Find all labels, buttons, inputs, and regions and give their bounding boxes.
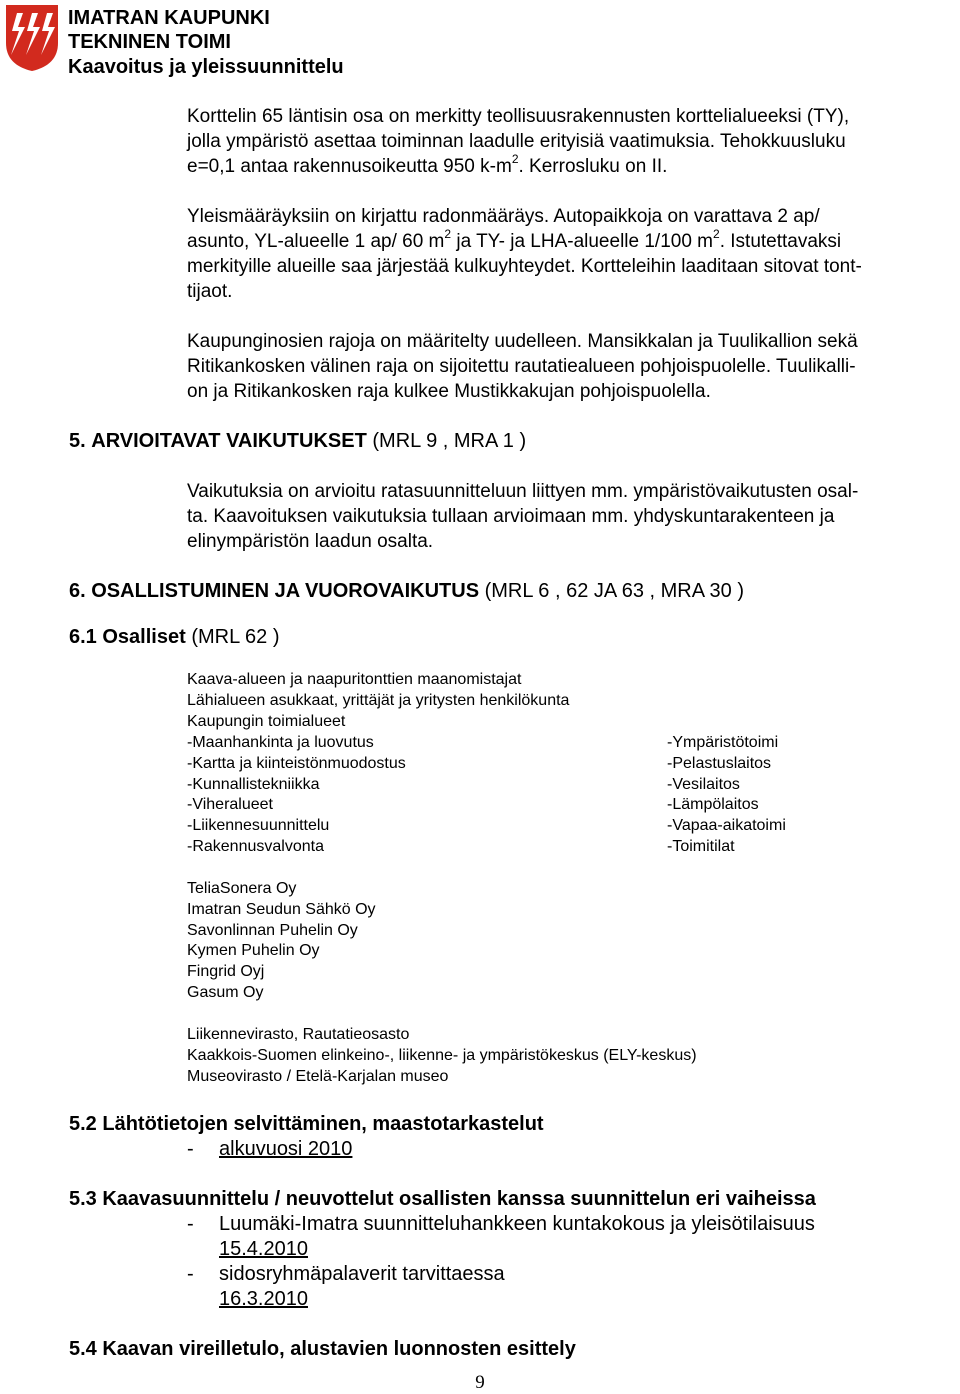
list-item: -Vapaa-aikatoimi [667, 817, 786, 835]
list-item: Kaakkois-Suomen elinkeino-, liikenne- ja ympäristökeskus (ELY-keskus) [187, 1046, 697, 1064]
list-item: Museovirasto / Etelä-Karjalan museo [187, 1067, 449, 1085]
list-item: Fingrid Oyj [187, 963, 265, 981]
bullet-dash: - [187, 1263, 194, 1285]
list-item: Kaava-alueen ja naapuritonttien maanomistajat [187, 671, 522, 688]
list-item: -Ympäristötoimi [667, 734, 779, 751]
bullet-dash: - [187, 1138, 194, 1160]
list-item: -Liikennesuunnittelu [187, 817, 330, 835]
list-item: -Kartta ja kiinteistönmuodostus [187, 754, 406, 772]
list-item: -Toimitilat [667, 837, 735, 855]
list-item: Gasum Oy [187, 983, 264, 1001]
list-item: -Lämpölaitos [667, 796, 759, 814]
section-5-4-heading: 5.4 Kaavan vireilletulo, alustavien luonnosten esittely [69, 1338, 576, 1360]
schedule-item: sidosryhmäpalaverit tarvittaessa [219, 1263, 505, 1285]
schedule-date: 16.3.2010 [219, 1288, 308, 1310]
schedule-date: 15.4.2010 [219, 1238, 308, 1260]
schedule-item: alkuvuosi 2010 [219, 1138, 353, 1160]
page-number: 9 [475, 1372, 485, 1393]
stakeholder-companies [187, 879, 376, 1004]
paragraph-yleismaaraykset: Yleismääräyksiin on kirjattu radonmääräys. Autopaikkoja on varattava 2 ap/ asunto, YL-alueelle 1 ap/ 60 $m^2$ ja TY- ja LHA-alueelle 1/100 $m^2$. Istutettavaksi merkityille alueille saa järjestää kulkuyhteydet. Kortteleihin laaditaan sitovat tont- tijaot. [187, 206, 862, 302]
section-6-1-heading: 6.1 Osalliset (MRL 62 ) [69, 626, 280, 648]
list-item: -Pelastuslaitos [667, 754, 772, 772]
paragraph-kaupunginosat: Kaupunginosien rajoja on määritelty uudelleen. Mansikkalan ja Tuulikallion sekä Ritikankosken välinen raja on sijoitettu rautatiealueen pohjoispuolelle. Tuulikalli- on ja Ritikankosken raja kulkee Mustikkakujan pohjoispuolella. [187, 331, 858, 402]
list-item: TeliaSonera Oy [187, 880, 297, 897]
section-5-heading: 5. ARVIOITAVAT VAIKUTUKSET (MRL 9 , MRA 1 ) [69, 430, 527, 452]
paragraph-korttelin: Korttelin 65 läntisin osa on merkitty teollisuusrakennusten korttelialueeksi (TY), jolla ympäristö asettaa toiminnan laadulle erityisiä vaatimuksia. Tehokkuusluku e=0,1 antaa rakennusoikeutta 950 $k-m^2$. Kerrosluku on II. [187, 106, 850, 177]
list-item: -Viheralueet [187, 796, 273, 814]
bullet-dash: - [187, 1213, 194, 1235]
list-item: -Maanhankinta ja luovutus [187, 734, 374, 751]
schedule-item: Luumäki-Imatra suunnitteluhankkeen kuntakokous ja yleisötilaisuus [219, 1213, 815, 1235]
list-item: Kymen Puhelin Oy [187, 942, 320, 960]
list-item: Kaupungin toimialueet [187, 712, 346, 730]
list-item: Lähialueen asukkaat, yrittäjät ja yritysten henkilökunta [187, 691, 570, 709]
section-5-3-heading: 5.3 Kaavasuunnittelu / neuvottelut osallisten kanssa suunnittelun eri vaiheissa [69, 1188, 816, 1210]
org-name: IMATRAN KAUPUNKI [68, 7, 270, 29]
list-item: -Vesilaitos [667, 775, 740, 793]
section-6-heading: 6. OSALLISTUMINEN JA VUOROVAIKUTUS (MRL 6 , 62 JA 63 , MRA 30 ) [69, 580, 744, 602]
list-item: -Rakennusvalvonta [187, 837, 324, 855]
imatra-coat-of-arms-icon [3, 3, 61, 73]
list-item: Liikennevirasto, Rautatieosasto [187, 1026, 410, 1043]
departments-right-column [667, 733, 786, 858]
stakeholder-group-1 [187, 670, 569, 732]
list-item: Imatran Seudun Sähkö Oy [187, 900, 376, 918]
departments-left-column [187, 733, 406, 858]
page-header [0, 0, 960, 90]
department-name: TEKNINEN TOIMI [68, 31, 231, 53]
list-item: Savonlinnan Puhelin Oy [187, 921, 358, 939]
list-item: -Kunnallistekniikka [187, 775, 320, 793]
section-5-2-heading: 5.2 Lähtötietojen selvittäminen, maastotarkastelut [69, 1113, 544, 1135]
stakeholder-authorities [187, 1025, 697, 1087]
section-5-text: Vaikutuksia on arvioitu ratasuunnitteluun liittyen mm. ympäristövaikutusten osal- ta. Kaavoituksen vaikutuksia tullaan arvioimaan mm. yhdyskuntarakenteen ja elinympäristön laadun osalta. [187, 481, 859, 552]
unit-name: Kaavoitus ja yleissuunnittelu [68, 56, 344, 78]
